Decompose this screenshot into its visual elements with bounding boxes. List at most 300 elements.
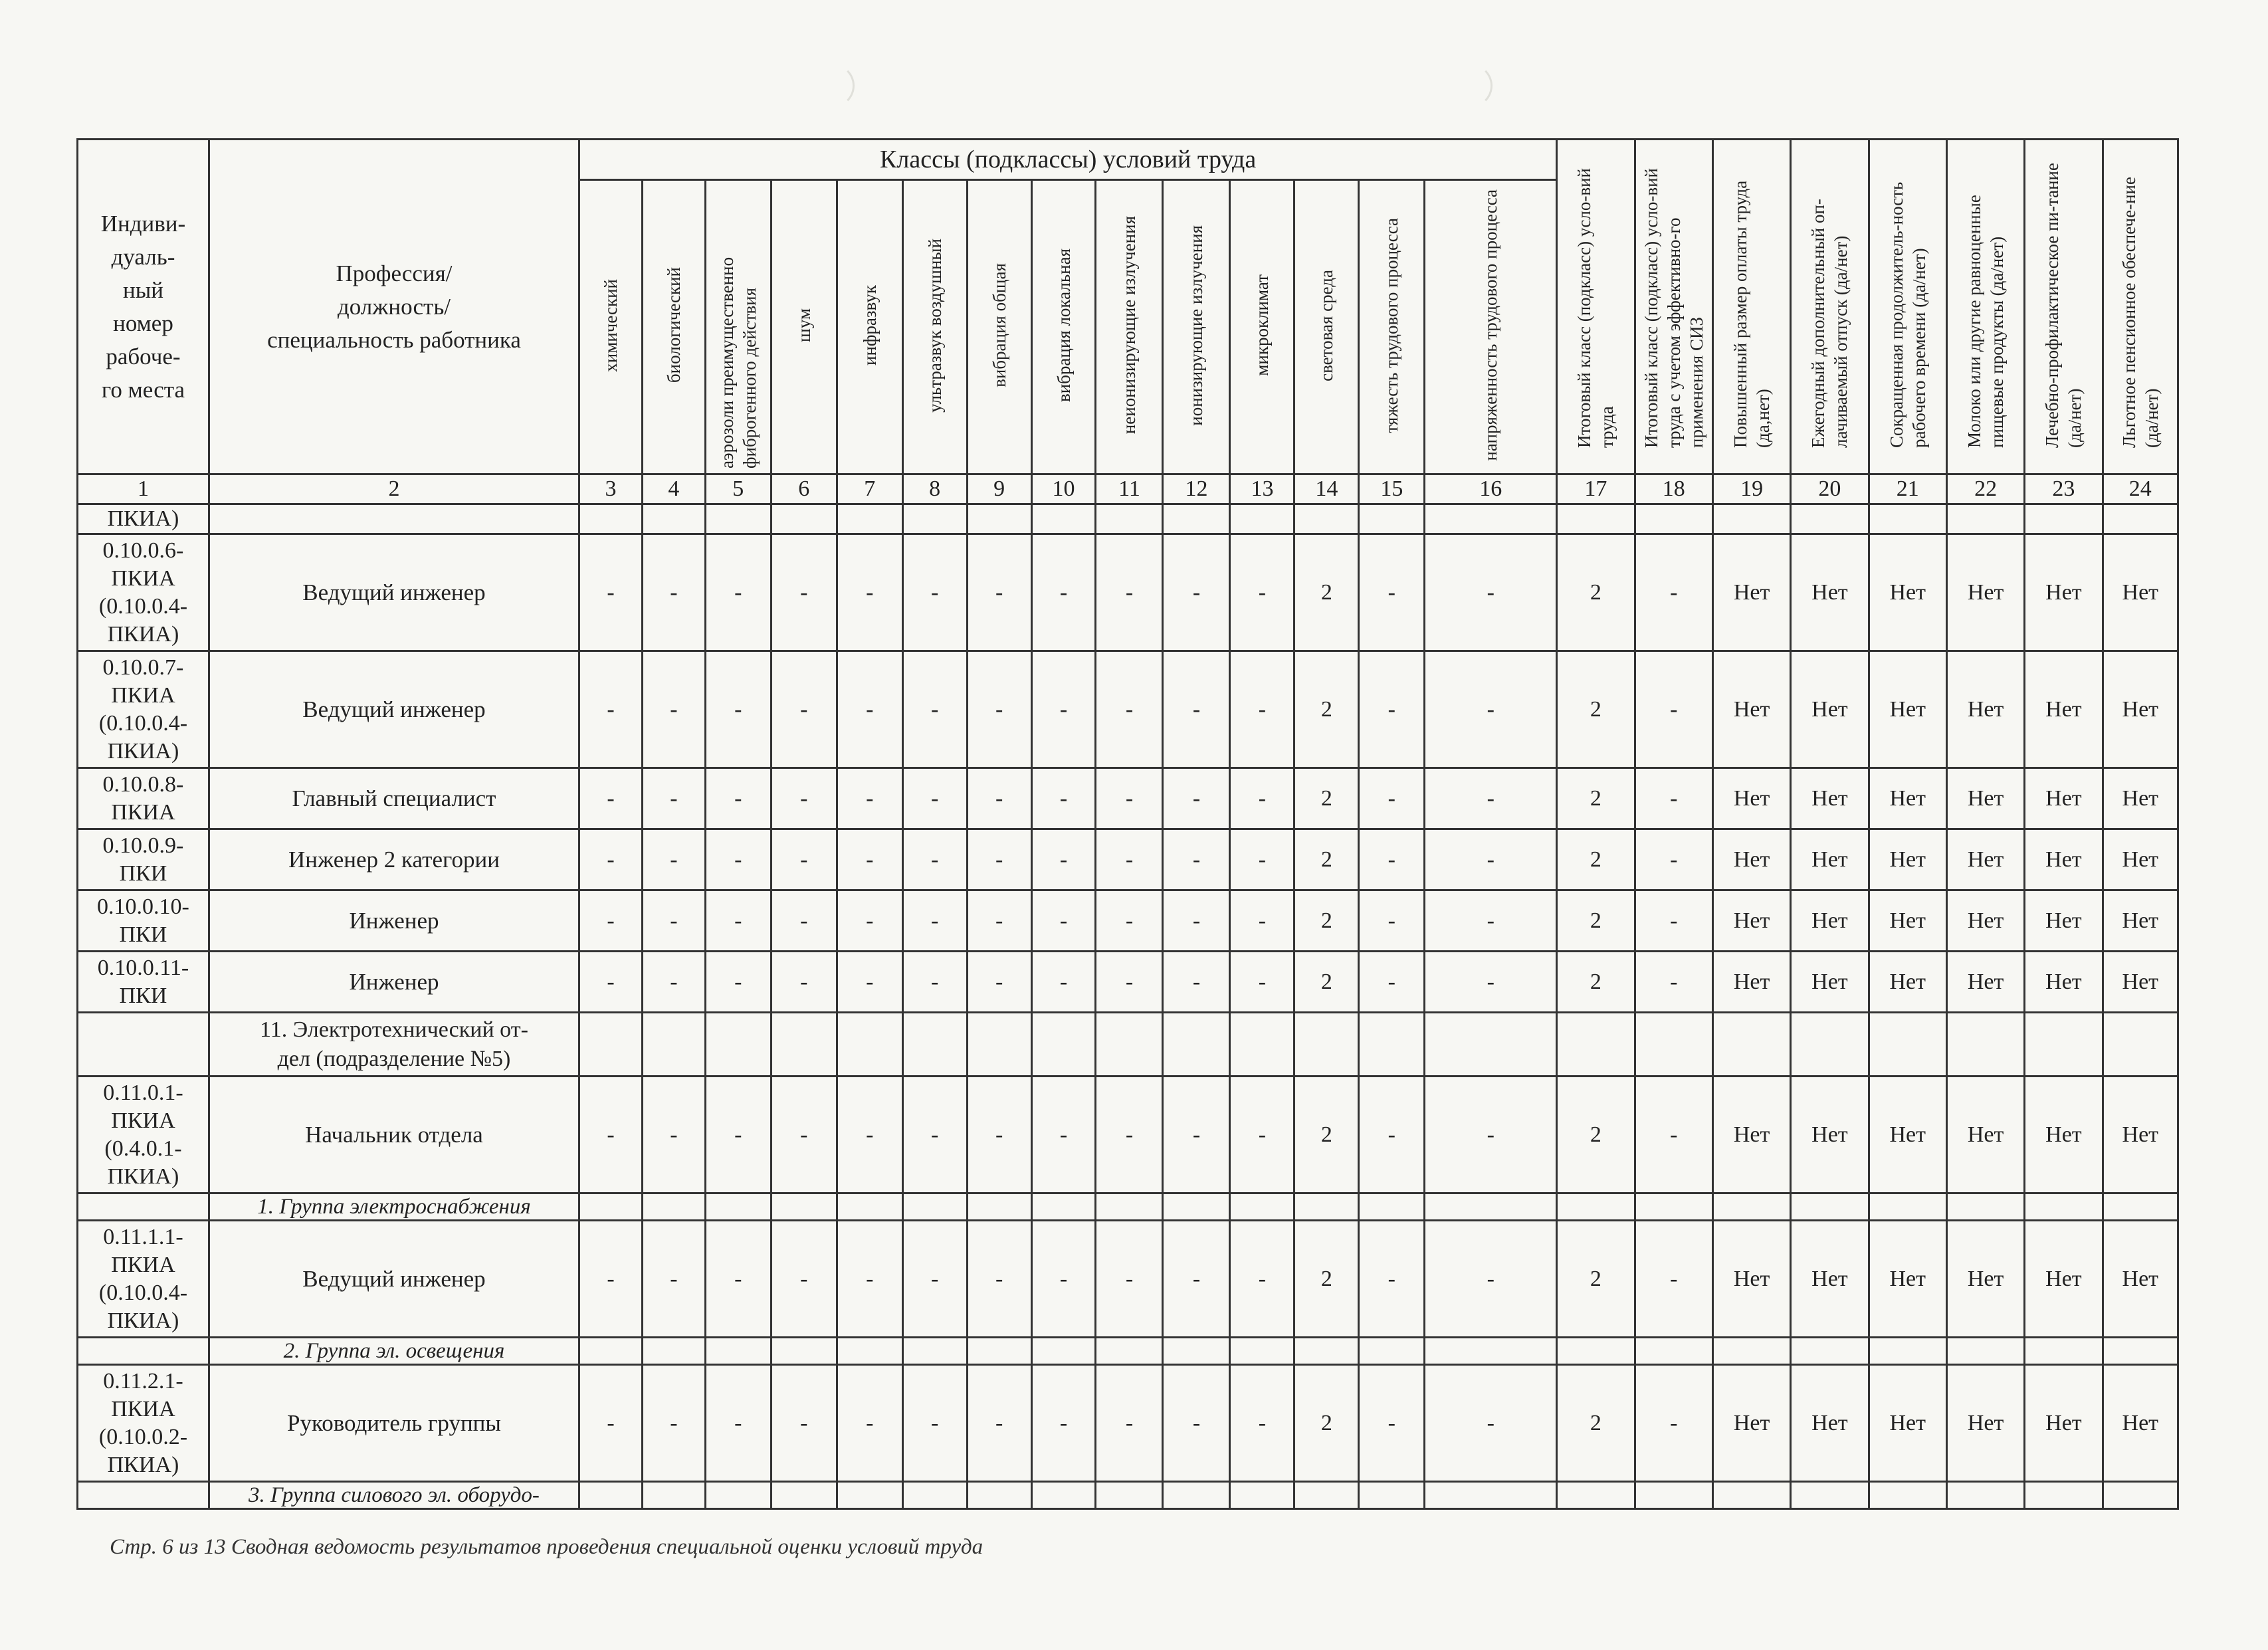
factor-value: - [902,534,967,651]
header-tail-column [1946,140,2024,474]
factor-value: - [902,1077,967,1193]
factor-value: - [579,890,643,952]
empty-cell [1712,1193,1790,1221]
factor-value: - [1425,890,1557,952]
factor-value: - [642,651,705,768]
empty-cell [771,1338,837,1365]
table-row [78,534,2178,651]
guarantee-value: Нет [2025,651,2103,768]
empty-cell [1869,504,1946,534]
factor-value: - [705,651,771,768]
workplace-number: 0.11.0.1- ПКИА (0.4.0.1- ПКИА) [78,1077,209,1193]
header-factor-column [1230,180,1294,474]
workplace-number: 0.10.0.10- ПКИ [78,890,209,952]
factor-value: - [1163,1365,1230,1482]
empty-cell [1163,504,1230,534]
empty-cell [1425,1193,1557,1221]
header-tail-label: Молоко или другие равноценные пищевые продукты (да/нет) [1964,195,2008,448]
empty-cell [837,1193,902,1221]
factor-value: - [771,829,837,890]
final-class-value: 2 [1557,768,1635,829]
header-row [78,140,2178,180]
final-class-siz-value: - [1635,1365,1712,1482]
final-class-value: 2 [1557,1077,1635,1193]
workplace-number: 0.10.0.8- ПКИА [78,768,209,829]
factor-value: - [902,651,967,768]
guarantee-value: Нет [1712,651,1790,768]
table-row [78,1013,2178,1077]
empty-cell [1359,1338,1425,1365]
empty-cell [1557,1482,1635,1509]
table-row [78,1221,2178,1338]
guarantee-value: Нет [2103,890,2178,952]
empty-cell [2025,1482,2103,1509]
empty-cell [1230,1338,1294,1365]
group-title: 3. Группа силового эл. оборудо- [209,1482,579,1509]
factor-value: - [1031,1221,1096,1338]
header-tail-column [2025,140,2103,474]
guarantee-value: Нет [1791,1365,1869,1482]
factor-value: - [771,890,837,952]
table-row [78,1338,2178,1365]
final-class-siz-value: - [1635,829,1712,890]
empty-cell [1635,504,1712,534]
factor-value: - [771,952,837,1013]
factor-value: - [771,1221,837,1338]
guarantee-value: Нет [1946,1365,2024,1482]
guarantee-value: Нет [1869,768,1946,829]
empty-cell [705,1482,771,1509]
table-row [78,651,2178,768]
guarantee-value: Нет [2025,1365,2103,1482]
factor-value: - [1163,534,1230,651]
section-title: 11. Электротехнический от- дел (подразделение №5) [209,1013,579,1077]
factor-value: - [642,768,705,829]
guarantee-value: Нет [1791,768,1869,829]
factor-value: - [705,534,771,651]
empty-cell [1425,504,1557,534]
factor-value: - [837,651,902,768]
factor-value: - [1031,1077,1096,1193]
final-class-value: 2 [1557,651,1635,768]
empty-cell [1163,1338,1230,1365]
factor-value: - [1031,952,1096,1013]
final-class-value: 2 [1557,829,1635,890]
header-tail-column [1557,140,1635,474]
header-factor-label: химический [600,278,621,372]
empty-cell [1791,1338,1869,1365]
empty-cell [1031,1338,1096,1365]
factor-value: - [902,1365,967,1482]
header-factor-column [1294,180,1359,474]
factor-value: - [579,1221,643,1338]
guarantee-value: Нет [2025,1221,2103,1338]
empty-cell [1230,504,1294,534]
empty-cell [1557,1338,1635,1365]
factor-value: - [837,534,902,651]
factor-value: - [1359,651,1425,768]
factor-value: - [967,829,1031,890]
profession-cell: Ведущий инженер [209,534,579,651]
final-class-siz-value: - [1635,1221,1712,1338]
final-class-value: 2 [1557,534,1635,651]
factor-value: - [902,829,967,890]
empty-cell [1791,1013,1869,1077]
empty-cell [705,1013,771,1077]
table-row [78,829,2178,890]
column-number: 17 [1557,474,1635,504]
factor-value: - [967,890,1031,952]
factor-value: - [579,1365,643,1482]
factor-value: - [1163,952,1230,1013]
factor-value: - [705,829,771,890]
factor-value: - [1031,768,1096,829]
header-tail-label: Лечебно-профилактическое пи-тание (да/нет) [2042,163,2085,448]
empty-cell [78,1338,209,1365]
profession-cell: Ведущий инженер [209,651,579,768]
guarantee-value: Нет [1869,1221,1946,1338]
guarantee-value: Нет [1869,651,1946,768]
column-number: 1 [78,474,209,504]
final-class-value: 2 [1557,1365,1635,1482]
guarantee-value: Нет [1791,890,1869,952]
empty-cell [78,1482,209,1509]
factor-value: - [902,768,967,829]
factor-value: - [1230,534,1294,651]
header-factor-label: шум [793,308,814,343]
empty-cell [1791,1482,1869,1509]
factor-value: - [1230,1077,1294,1193]
header-factor-column [771,180,837,474]
empty-cell [1031,1193,1096,1221]
header-tail-label: Ежегодный дополнительный оп-лачиваемый отпуск (да/нет) [1808,199,1851,448]
empty-cell [1635,1193,1712,1221]
empty-cell [771,1193,837,1221]
profession-cell: Главный специалист [209,768,579,829]
factor-value: - [837,952,902,1013]
final-class-value: 2 [1557,952,1635,1013]
empty-cell [1294,1193,1359,1221]
column-number: 3 [579,474,643,504]
column-number: 13 [1230,474,1294,504]
header-tail-column [1635,140,1712,474]
empty-cell [1294,1013,1359,1077]
empty-cell [1712,1338,1790,1365]
empty-cell [579,1482,643,1509]
column-number: 24 [2103,474,2178,504]
header-tail-column [1712,140,1790,474]
factor-value: - [642,890,705,952]
factor-value: 2 [1294,1365,1359,1482]
header-factor-label: напряженность трудового процесса [1481,189,1501,461]
column-number: 10 [1031,474,1096,504]
header-factor-column [837,180,902,474]
factor-value: - [1359,1077,1425,1193]
factor-value: - [705,952,771,1013]
empty-cell [1163,1013,1230,1077]
workplace-number: 0.11.2.1- ПКИА (0.10.0.2- ПКИА) [78,1365,209,1482]
column-number: 11 [1096,474,1163,504]
empty-cell [1359,1482,1425,1509]
header-tail-column [1869,140,1946,474]
factor-value: - [1425,1077,1557,1193]
empty-cell [579,504,643,534]
empty-cell [209,504,579,534]
empty-cell [1230,1482,1294,1509]
header-factor-column [1031,180,1096,474]
factor-value: - [967,768,1031,829]
empty-cell [1031,1482,1096,1509]
table-row [78,504,2178,534]
empty-cell [1096,1482,1163,1509]
empty-cell [1294,1338,1359,1365]
profession-cell: Инженер [209,952,579,1013]
column-number: 7 [837,474,902,504]
empty-cell [2103,1482,2178,1509]
factor-value: - [705,1221,771,1338]
empty-cell [2103,1338,2178,1365]
guarantee-value: Нет [1869,1077,1946,1193]
empty-cell [2025,1013,2103,1077]
guarantee-value: Нет [2103,768,2178,829]
workplace-number: 0.11.1.1- ПКИА (0.10.0.4- ПКИА) [78,1221,209,1338]
workplace-number: 0.10.0.11- ПКИ [78,952,209,1013]
header-factor-column [1096,180,1163,474]
factor-value: - [1230,890,1294,952]
guarantee-value: Нет [1946,1221,2024,1338]
column-number: 20 [1791,474,1869,504]
factor-value: - [1096,1221,1163,1338]
factor-value: - [1230,952,1294,1013]
table-row [78,890,2178,952]
factor-value: - [837,1221,902,1338]
factor-value: - [579,952,643,1013]
empty-cell [902,1338,967,1365]
factor-value: - [902,1221,967,1338]
empty-cell [1163,1482,1230,1509]
table-row [78,1482,2178,1509]
empty-cell [642,1338,705,1365]
empty-cell [1031,1013,1096,1077]
empty-cell [902,1013,967,1077]
empty-cell [837,1338,902,1365]
factor-value: - [642,534,705,651]
factor-value: - [1359,1221,1425,1338]
guarantee-value: Нет [1712,829,1790,890]
factor-value: - [579,534,643,651]
factor-value: - [579,829,643,890]
empty-cell [1557,1193,1635,1221]
factor-value: - [1163,890,1230,952]
column-number: 21 [1869,474,1946,504]
factor-value: - [967,1077,1031,1193]
table-header [78,140,2178,504]
empty-cell [78,1013,209,1077]
guarantee-value: Нет [1946,651,2024,768]
factor-value: - [837,768,902,829]
factor-value: - [1031,651,1096,768]
empty-cell [2103,504,2178,534]
factor-value: - [1425,829,1557,890]
guarantee-value: Нет [1791,651,1869,768]
header-factor-column [642,180,705,474]
header-factor-column [579,180,643,474]
empty-cell [902,1193,967,1221]
header-factor-label: аэрозоли преимущественно фиброгенного действия [716,257,760,468]
column-number-row [78,474,2178,504]
guarantee-value: Нет [1946,829,2024,890]
factor-value: - [1031,1365,1096,1482]
final-class-value: 2 [1557,1221,1635,1338]
empty-cell [1791,1193,1869,1221]
empty-cell [1791,504,1869,534]
empty-cell [1096,1338,1163,1365]
header-workplace-number: Индиви- дуаль- ный номер рабоче- го места [78,140,209,474]
final-class-siz-value: - [1635,952,1712,1013]
guarantee-value: Нет [1712,890,1790,952]
empty-cell [1359,1013,1425,1077]
guarantee-value: Нет [2025,890,2103,952]
workplace-number: ПКИА) [78,504,209,534]
factor-value: - [1163,1221,1230,1338]
profession-cell: Начальник отдела [209,1077,579,1193]
header-tail-label: Льготное пенсионное обеспече-ние (да/нет) [2118,177,2162,448]
factor-value: - [967,534,1031,651]
guarantee-value: Нет [1946,890,2024,952]
column-number: 12 [1163,474,1230,504]
header-factor-column [967,180,1031,474]
empty-cell [1946,1338,2024,1365]
factor-value: - [1031,829,1096,890]
guarantee-value: Нет [1791,1077,1869,1193]
empty-cell [1557,1013,1635,1077]
workplace-number: 0.10.0.7- ПКИА (0.10.0.4- ПКИА) [78,651,209,768]
column-number: 8 [902,474,967,504]
empty-cell [1712,1482,1790,1509]
profession-cell: Ведущий инженер [209,1221,579,1338]
header-factor-label: неионизирующие излучения [1119,216,1140,435]
empty-cell [1712,504,1790,534]
empty-cell [1712,1013,1790,1077]
factor-value: - [837,890,902,952]
empty-cell [1359,504,1425,534]
final-class-siz-value: - [1635,1077,1712,1193]
empty-cell [1946,1193,2024,1221]
empty-cell [642,504,705,534]
scan-mark [811,64,855,108]
final-class-siz-value: - [1635,890,1712,952]
empty-cell [837,1013,902,1077]
factor-value: 2 [1294,1221,1359,1338]
final-class-siz-value: - [1635,651,1712,768]
empty-cell [902,504,967,534]
column-number: 9 [967,474,1031,504]
factor-value: - [967,1221,1031,1338]
guarantee-value: Нет [1712,534,1790,651]
empty-cell [1230,1193,1294,1221]
factor-value: - [1230,1365,1294,1482]
factor-value: - [1163,768,1230,829]
factor-value: 2 [1294,890,1359,952]
factor-value: 2 [1294,952,1359,1013]
empty-cell [837,504,902,534]
final-class-siz-value: - [1635,534,1712,651]
empty-cell [1946,504,2024,534]
guarantee-value: Нет [2103,1077,2178,1193]
header-tail-column [1791,140,1869,474]
empty-cell [1869,1013,1946,1077]
factor-value: - [1359,829,1425,890]
guarantee-value: Нет [1869,890,1946,952]
empty-cell [2025,504,2103,534]
empty-cell [579,1193,643,1221]
factor-value: - [1359,534,1425,651]
header-classes-title: Классы (подклассы) условий труда [579,140,1557,180]
factor-value: - [1163,829,1230,890]
factor-value: - [705,1077,771,1193]
guarantee-value: Нет [1946,952,2024,1013]
final-class-value: 2 [1557,890,1635,952]
empty-cell [1294,504,1359,534]
column-number: 15 [1359,474,1425,504]
empty-cell [1230,1013,1294,1077]
guarantee-value: Нет [2103,1365,2178,1482]
guarantee-value: Нет [1791,952,1869,1013]
group-title: 1. Группа электроснабжения [209,1193,579,1221]
factor-value: - [771,534,837,651]
header-factor-label: тяжесть трудового процесса [1382,217,1402,433]
factor-value: - [1096,1365,1163,1482]
table-row [78,1365,2178,1482]
factor-value: - [1163,1077,1230,1193]
factor-value: 2 [1294,534,1359,651]
guarantee-value: Нет [1712,768,1790,829]
factor-value: - [1425,952,1557,1013]
empty-cell [1946,1482,2024,1509]
guarantee-value: Нет [1791,829,1869,890]
factor-value: 2 [1294,768,1359,829]
factor-value: 2 [1294,829,1359,890]
empty-cell [902,1482,967,1509]
empty-cell [1096,1193,1163,1221]
factor-value: - [705,1365,771,1482]
factor-value: - [837,829,902,890]
column-number: 14 [1294,474,1359,504]
empty-cell [1869,1482,1946,1509]
header-factor-label: ионизирующие излучения [1186,225,1207,426]
empty-cell [1294,1482,1359,1509]
empty-cell [78,1193,209,1221]
factor-value: - [1096,651,1163,768]
table-body [78,504,2178,1509]
guarantee-value: Нет [2103,651,2178,768]
factor-value: - [1163,651,1230,768]
table-row [78,1193,2178,1221]
header-factor-label: биологический [663,267,684,383]
empty-cell [579,1013,643,1077]
factor-value: - [1096,952,1163,1013]
guarantee-value: Нет [2025,952,2103,1013]
factor-value: - [771,768,837,829]
empty-cell [1869,1338,1946,1365]
empty-cell [967,1482,1031,1509]
factor-value: - [771,1077,837,1193]
factor-value: - [1096,768,1163,829]
header-factor-label: микроклимат [1252,274,1273,376]
factor-value: - [967,952,1031,1013]
workplace-number: 0.10.0.9- ПКИ [78,829,209,890]
factor-value: - [1230,1221,1294,1338]
